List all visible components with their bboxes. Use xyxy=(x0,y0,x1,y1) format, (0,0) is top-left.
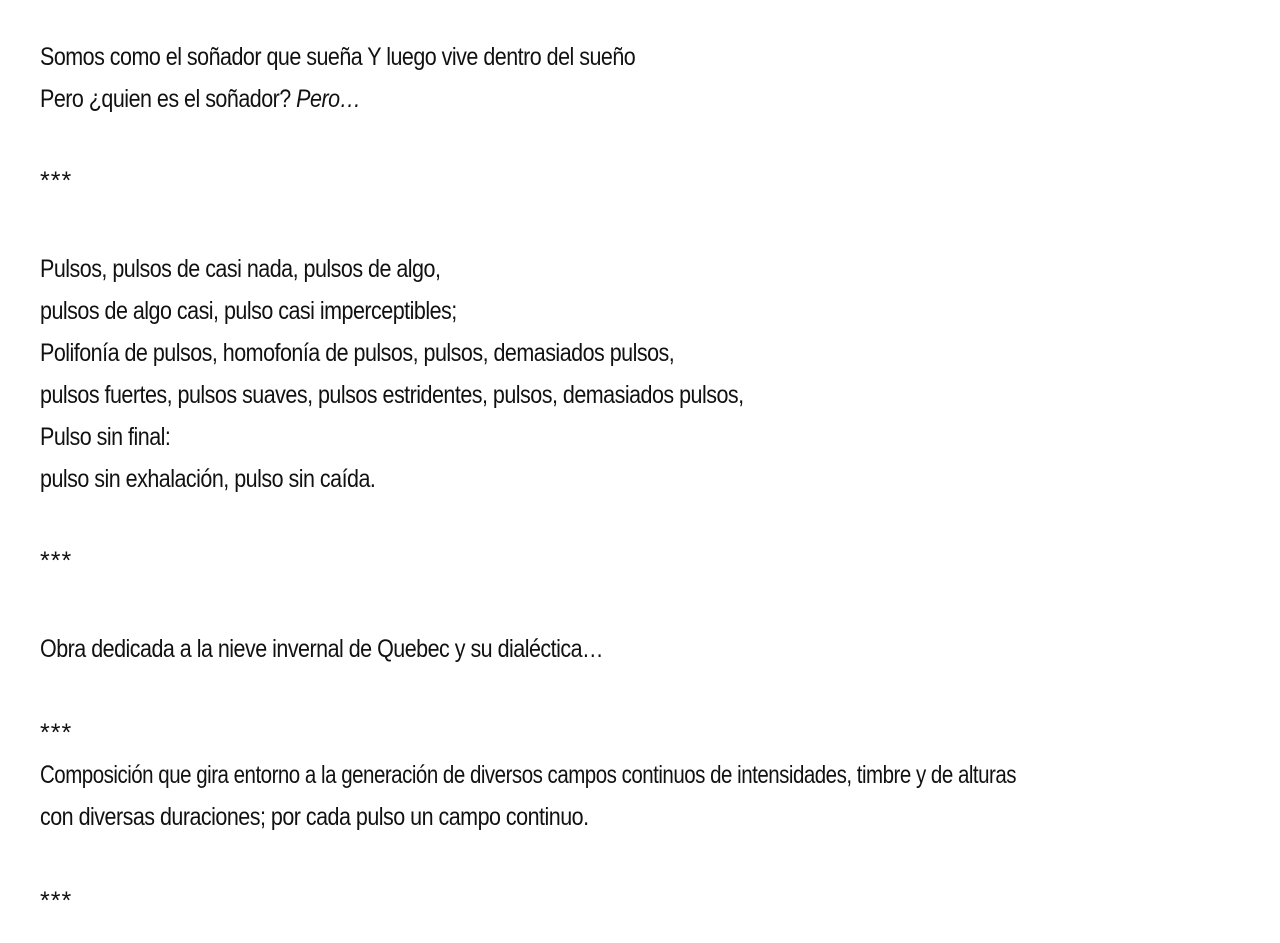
stanza2-line3: Polifonía de pulsos, homofonía de pulsos, pulsos, demasiados pulsos, xyxy=(40,339,675,367)
stanza1-line2-italic: Pero… xyxy=(296,85,361,113)
stanza2-line4: pulsos fuertes, pulsos suaves, pulsos estridentes, pulsos, demasiados pulsos, xyxy=(40,381,744,409)
separator-2: *** xyxy=(40,547,73,575)
stanza2-line1: Pulsos, pulsos de casi nada, pulsos de algo, xyxy=(40,255,441,283)
stanza2-line2: pulsos de algo casi, pulso casi imperceptibles; xyxy=(40,297,457,325)
separator-3: *** xyxy=(40,719,73,747)
separator-1: *** xyxy=(40,167,73,195)
description-line1: Composición que gira entorno a la generación de diversos campos continuos de intensidades, timbre y de alturas xyxy=(40,761,1017,789)
separator-4: *** xyxy=(40,887,73,915)
stanza1-line2 xyxy=(40,78,1098,120)
stanza2-line5: Pulso sin final: xyxy=(40,423,171,451)
stanza1-line2-text: Pero ¿quien es el soñador? xyxy=(40,85,297,113)
dedication: Obra dedicada a la nieve invernal de Quebec y su dialéctica… xyxy=(40,635,604,663)
stanza1-line1: Somos como el soñador que sueña Y luego vive dentro del sueño xyxy=(40,43,636,71)
stanza2-line6: pulso sin exhalación, pulso sin caída. xyxy=(40,465,376,493)
description-line2: con diversas duraciones; por cada pulso un campo continuo. xyxy=(40,803,589,831)
document-body xyxy=(40,36,1270,922)
